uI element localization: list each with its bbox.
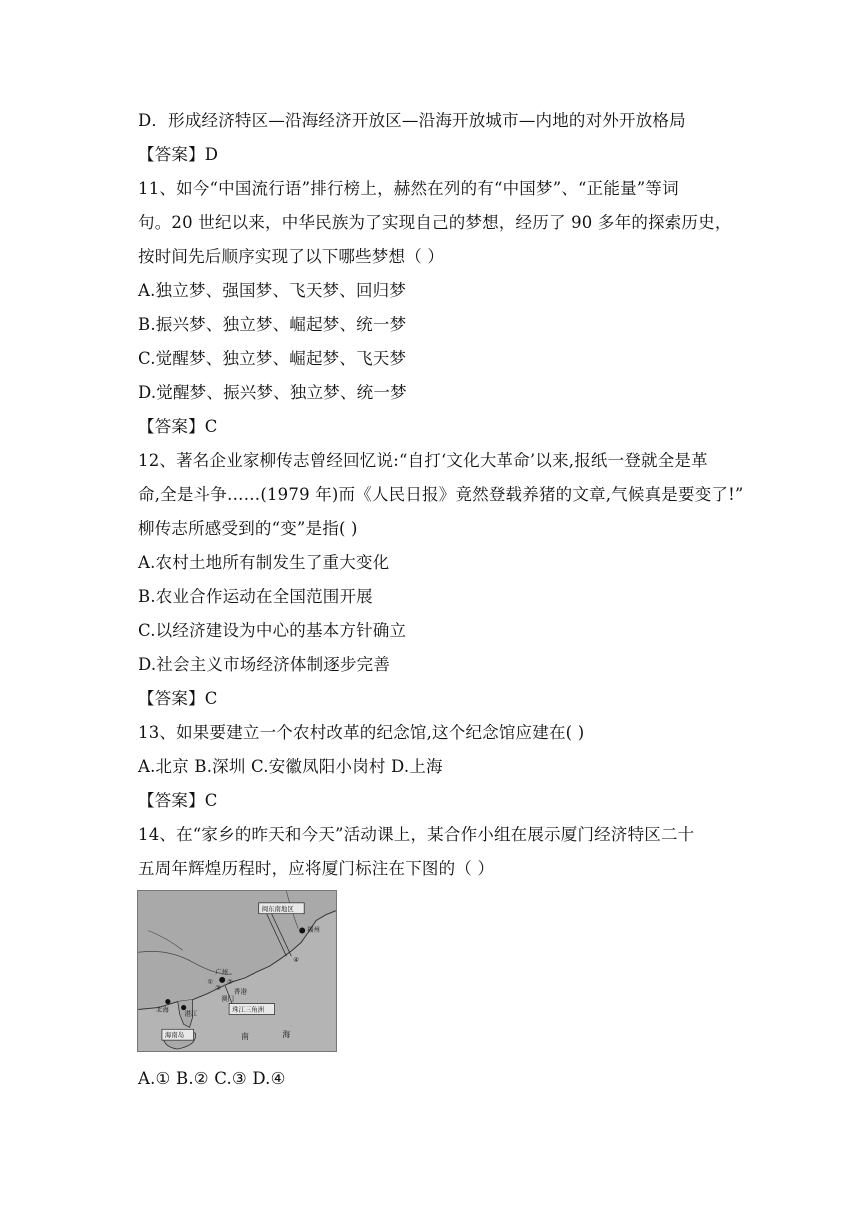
option-d-q10: D．形成经济特区—沿海经济开放区—沿海开放城市—内地的对外开放格局	[138, 111, 686, 130]
option-a-q12: A.农村土地所有制发生了重大变化	[138, 553, 390, 572]
sea-label-hai: 海	[282, 1030, 291, 1040]
question-12-line-3: 柳传志所感受到的“变”是指( )	[138, 519, 358, 538]
zhujiang-label: 珠江三角洲	[232, 1005, 265, 1014]
options-q13: A.北京 B.深圳 C.安徽凤阳小岗村 D.上海	[138, 757, 443, 776]
question-12-line-2: 命,全是斗争……(1979 年)而《人民日报》竟然登载养猪的文章,气候真是要变了!”	[138, 485, 744, 504]
map-southeast-coast	[137, 890, 337, 1052]
marker-2: ②	[227, 977, 233, 986]
question-14-line-1: 14、在“家乡的昨天和今天”活动课上，某合作小组在展示厦门经济特区二十	[138, 825, 695, 844]
zhanjiang-label: 湛江	[184, 1009, 198, 1018]
minnan-pointer	[267, 914, 287, 956]
answer-q12: 【答案】C	[138, 689, 218, 708]
hainan-label: 海南岛	[164, 1031, 185, 1040]
fuzhou-label: 福州	[307, 925, 320, 934]
fuzhou-dot	[299, 928, 305, 934]
beihai-dot	[165, 999, 170, 1004]
guangzhou-dot	[219, 977, 225, 983]
beihai-label: 北海	[156, 1005, 169, 1014]
marker-1: ①	[207, 977, 214, 986]
option-d-q12: D.社会主义市场经济体制逐步完善	[138, 655, 391, 674]
answer-q13: 【答案】C	[138, 791, 218, 810]
minnan-label: 闽东南地区	[261, 904, 294, 913]
question-11-line-3: 按时间先后顺序实现了以下哪些梦想（ ）	[138, 247, 445, 266]
marker-4: ④	[293, 956, 300, 965]
options-q14: A.① B.② C.③ D.④	[138, 1069, 286, 1088]
map-drawing	[138, 891, 336, 1051]
question-14-line-2: 五周年辉煌历程时，应将厦门标注在下图的（ ）	[138, 859, 495, 878]
option-b-q11: B.振兴梦、独立梦、崛起梦、统一梦	[138, 315, 407, 334]
answer-q11: 【答案】C	[138, 417, 218, 436]
question-11-line-2: 句。20 世纪以来，中华民族为了实现自己的梦想，经历了 90 多年的探索历史，	[138, 213, 732, 232]
option-d-q11: D.觉醒梦、振兴梦、独立梦、统一梦	[138, 383, 407, 402]
guangzhou-label: 广州	[215, 967, 229, 976]
marker-3: ③	[215, 983, 222, 992]
river-branch	[148, 931, 183, 951]
answer-q10: 【答案】D	[138, 145, 219, 164]
option-a-q11: A.独立梦、强国梦、飞天梦、回归梦	[138, 281, 407, 300]
aomen-label: 澳门	[221, 994, 235, 1003]
option-c-q11: C.觉醒梦、独立梦、崛起梦、飞天梦	[138, 349, 407, 368]
question-13: 13、如果要建立一个农村改革的纪念馆,这个纪念馆应建在( )	[138, 723, 585, 742]
minnan-pointer-2	[272, 914, 292, 956]
sea-label-nan: 南	[240, 1032, 249, 1042]
question-11-line-1: 11、如今“中国流行语”排行榜上，赫然在列的有“中国梦”、“正能量”等词	[138, 179, 679, 198]
question-12-line-1: 12、著名企业家柳传志曾经回忆说:“自打‘文化大革命’以来,报纸一登就全是革	[138, 451, 708, 470]
xianggang-label: 香港	[234, 987, 247, 996]
option-c-q12: C.以经济建设为中心的基本方针确立	[138, 621, 407, 640]
option-b-q12: B.农业合作运动在全国范围开展	[138, 587, 373, 606]
